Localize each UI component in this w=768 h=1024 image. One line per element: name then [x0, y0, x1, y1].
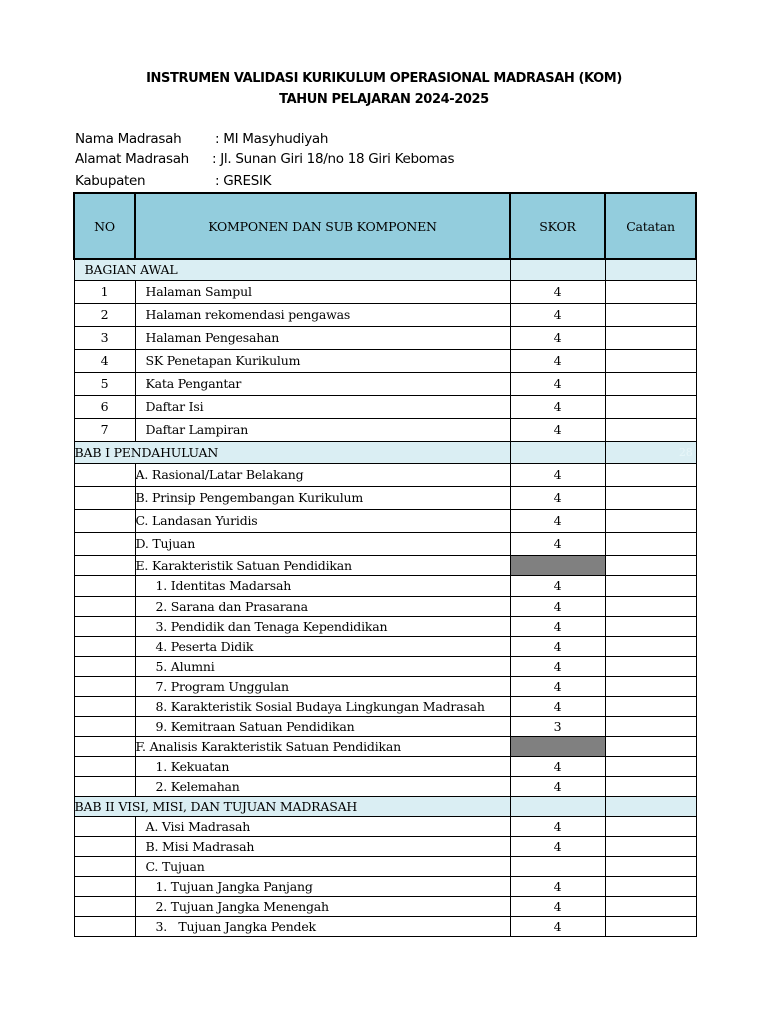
table-row: [74, 596, 696, 616]
row-catatan[interactable]: [605, 509, 696, 532]
row-catatan[interactable]: [605, 395, 696, 418]
row-komponen: Daftar Isi: [135, 395, 510, 418]
row-catatan[interactable]: [605, 326, 696, 349]
row-catatan[interactable]: [605, 876, 696, 896]
row-skor[interactable]: 4: [510, 486, 605, 509]
table-row: [74, 816, 696, 836]
row-no: [74, 776, 135, 796]
table-row: [74, 372, 696, 395]
row-no: [74, 596, 135, 616]
section-skor: [510, 259, 605, 280]
header-komponen: KOMPONEN DAN SUB KOMPONEN: [135, 193, 510, 259]
row-skor[interactable]: 4: [510, 395, 605, 418]
table-row: [74, 656, 696, 676]
row-no: [74, 509, 135, 532]
row-catatan[interactable]: [605, 836, 696, 856]
row-catatan[interactable]: [605, 280, 696, 303]
table-row: [74, 916, 696, 936]
row-no: [74, 836, 135, 856]
row-no: [74, 463, 135, 486]
row-komponen: A. Rasional/Latar Belakang: [135, 463, 510, 486]
row-catatan[interactable]: [605, 616, 696, 636]
table-header-row: [74, 193, 696, 259]
row-komponen: C. Landasan Yuridis: [135, 509, 510, 532]
row-catatan[interactable]: [605, 532, 696, 555]
table-row: [74, 509, 696, 532]
row-no: [74, 486, 135, 509]
row-komponen: E. Karakteristik Satuan Pendidikan: [135, 555, 510, 575]
row-komponen: 2. Sarana dan Prasarana: [135, 596, 510, 616]
row-skor[interactable]: 4: [510, 349, 605, 372]
row-komponen: Kata Pengantar: [135, 372, 510, 395]
row-skor[interactable]: [510, 555, 605, 575]
row-no: [74, 656, 135, 676]
row-catatan[interactable]: [605, 303, 696, 326]
row-no: 5: [74, 372, 135, 395]
row-catatan[interactable]: [605, 372, 696, 395]
row-catatan[interactable]: [605, 856, 696, 876]
row-komponen: 8. Karakteristik Sosial Budaya Lingkungan Madrasah: [135, 696, 510, 716]
row-skor[interactable]: 4: [510, 836, 605, 856]
row-no: [74, 555, 135, 575]
section-skor: [510, 796, 605, 816]
row-komponen: B. Misi Madrasah: [135, 836, 510, 856]
section-row: [74, 441, 696, 463]
row-no: [74, 916, 135, 936]
row-catatan[interactable]: [605, 776, 696, 796]
row-no: 3: [74, 326, 135, 349]
table-row: [74, 676, 696, 696]
row-catatan[interactable]: [605, 656, 696, 676]
meta-value: : MI Masyhudiyah: [215, 131, 329, 147]
row-catatan[interactable]: [605, 636, 696, 656]
row-catatan[interactable]: [605, 555, 696, 575]
meta-value: : Jl. Sunan Giri 18/no 18 Giri Kebomas: [212, 151, 455, 167]
row-no: [74, 876, 135, 896]
table-row: [74, 836, 696, 856]
row-catatan[interactable]: [605, 418, 696, 441]
section-skor: [510, 441, 605, 463]
row-no: [74, 896, 135, 916]
row-komponen: 1. Identitas Madarsah: [135, 575, 510, 596]
row-skor[interactable]: 4: [510, 596, 605, 616]
table-row: [74, 303, 696, 326]
table-row: [74, 876, 696, 896]
row-catatan[interactable]: [605, 896, 696, 916]
table-row: [74, 463, 696, 486]
table-row: [74, 776, 696, 796]
row-skor[interactable]: 4: [510, 816, 605, 836]
header-no: NO: [74, 193, 135, 259]
row-komponen: 9. Kemitraan Satuan Pendidikan: [135, 716, 510, 736]
row-komponen: 2. Kelemahan: [135, 776, 510, 796]
row-no: 7: [74, 418, 135, 441]
row-komponen: 7. Program Unggulan: [135, 676, 510, 696]
table-row: [74, 616, 696, 636]
row-komponen: F. Analisis Karakteristik Satuan Pendidikan: [135, 736, 510, 756]
meta-value: : GRESIK: [215, 173, 272, 189]
row-catatan[interactable]: [605, 756, 696, 776]
row-skor[interactable]: 4: [510, 280, 605, 303]
row-komponen: SK Penetapan Kurikulum: [135, 349, 510, 372]
table-row: [74, 418, 696, 441]
section-catatan: [605, 796, 696, 816]
row-no: [74, 716, 135, 736]
table-row: [74, 896, 696, 916]
row-no: [74, 616, 135, 636]
row-no: 6: [74, 395, 135, 418]
row-skor[interactable]: [510, 736, 605, 756]
row-skor[interactable]: 4: [510, 509, 605, 532]
row-skor[interactable]: 4: [510, 676, 605, 696]
document-title: INSTRUMEN VALIDASI KURIKULUM OPERASIONAL MADRASAH (KOM): [146, 71, 622, 86]
row-komponen: 2. Tujuan Jangka Menengah: [135, 896, 510, 916]
table-row: [74, 555, 696, 575]
row-skor[interactable]: 4: [510, 463, 605, 486]
row-komponen: C. Tujuan: [135, 856, 510, 876]
header-skor: SKOR: [510, 193, 605, 259]
row-komponen: 3. Pendidik dan Tenaga Kependidikan: [135, 616, 510, 636]
row-skor[interactable]: 4: [510, 418, 605, 441]
row-skor[interactable]: 4: [510, 532, 605, 555]
section-row: [74, 796, 696, 816]
row-catatan[interactable]: [605, 575, 696, 596]
section-label: BAGIAN AWAL: [74, 259, 510, 280]
row-skor[interactable]: [510, 856, 605, 876]
row-komponen: 5. Alumni: [135, 656, 510, 676]
meta-label: Kabupaten: [75, 173, 146, 189]
table-row: [74, 486, 696, 509]
row-no: 2: [74, 303, 135, 326]
table-row: [74, 736, 696, 756]
row-komponen: 1. Tujuan Jangka Panjang: [135, 876, 510, 896]
section-label: BAB II VISI, MISI, DAN TUJUAN MADRASAH: [74, 796, 510, 816]
table-row: [74, 575, 696, 596]
row-catatan[interactable]: [605, 696, 696, 716]
row-komponen: A. Visi Madrasah: [135, 816, 510, 836]
row-catatan[interactable]: [605, 716, 696, 736]
row-no: 1: [74, 280, 135, 303]
table-row: [74, 636, 696, 656]
document-subtitle: TAHUN PELAJARAN 2024-2025: [279, 92, 489, 107]
row-skor[interactable]: 4: [510, 372, 605, 395]
table-row: [74, 280, 696, 303]
row-skor[interactable]: 4: [510, 303, 605, 326]
row-komponen: B. Prinsip Pengembangan Kurikulum: [135, 486, 510, 509]
row-skor[interactable]: 4: [510, 696, 605, 716]
row-no: [74, 676, 135, 696]
row-catatan[interactable]: [605, 486, 696, 509]
row-komponen: D. Tujuan: [135, 532, 510, 555]
row-komponen: 1. Kekuatan: [135, 756, 510, 776]
table-row: [74, 716, 696, 736]
row-no: [74, 575, 135, 596]
row-catatan[interactable]: [605, 916, 696, 936]
table-row: [74, 349, 696, 372]
row-no: [74, 736, 135, 756]
row-no: [74, 856, 135, 876]
table-row: [74, 395, 696, 418]
row-skor[interactable]: 4: [510, 616, 605, 636]
row-komponen: 4. Peserta Didik: [135, 636, 510, 656]
table-row: [74, 532, 696, 555]
row-catatan[interactable]: [605, 596, 696, 616]
row-catatan[interactable]: [605, 349, 696, 372]
table-row: [74, 856, 696, 876]
table-row: [74, 326, 696, 349]
row-no: [74, 756, 135, 776]
row-no: [74, 816, 135, 836]
row-catatan[interactable]: [605, 463, 696, 486]
row-komponen: Halaman Sampul: [135, 280, 510, 303]
row-skor[interactable]: 4: [510, 575, 605, 596]
row-komponen: Halaman rekomendasi pengawas: [135, 303, 510, 326]
meta-label: Alamat Madrasah: [75, 151, 189, 167]
row-komponen: Halaman Pengesahan: [135, 326, 510, 349]
header-catatan: Catatan: [605, 193, 696, 259]
row-no: [74, 636, 135, 656]
row-skor[interactable]: 4: [510, 636, 605, 656]
row-skor[interactable]: 4: [510, 756, 605, 776]
section-label: BAB I PENDAHULUAN: [74, 441, 510, 463]
section-catatan: [605, 259, 696, 280]
row-skor[interactable]: 4: [510, 916, 605, 936]
row-skor[interactable]: 4: [510, 896, 605, 916]
row-skor[interactable]: 3: [510, 716, 605, 736]
table-row: [74, 696, 696, 716]
row-skor[interactable]: 4: [510, 326, 605, 349]
table-body: [74, 259, 696, 936]
row-skor[interactable]: 4: [510, 656, 605, 676]
row-catatan[interactable]: [605, 736, 696, 756]
row-komponen: 3. Tujuan Jangka Pendek: [135, 916, 510, 936]
section-row: [74, 259, 696, 280]
row-no: [74, 532, 135, 555]
row-skor[interactable]: 4: [510, 776, 605, 796]
table-row: [74, 756, 696, 776]
section-catatan: 28: [605, 441, 696, 463]
row-catatan[interactable]: [605, 676, 696, 696]
meta-label: Nama Madrasah: [75, 131, 182, 147]
row-no: 4: [74, 349, 135, 372]
row-no: [74, 696, 135, 716]
row-skor[interactable]: 4: [510, 876, 605, 896]
row-komponen: Daftar Lampiran: [135, 418, 510, 441]
validation-table: [73, 192, 697, 937]
row-catatan[interactable]: [605, 816, 696, 836]
